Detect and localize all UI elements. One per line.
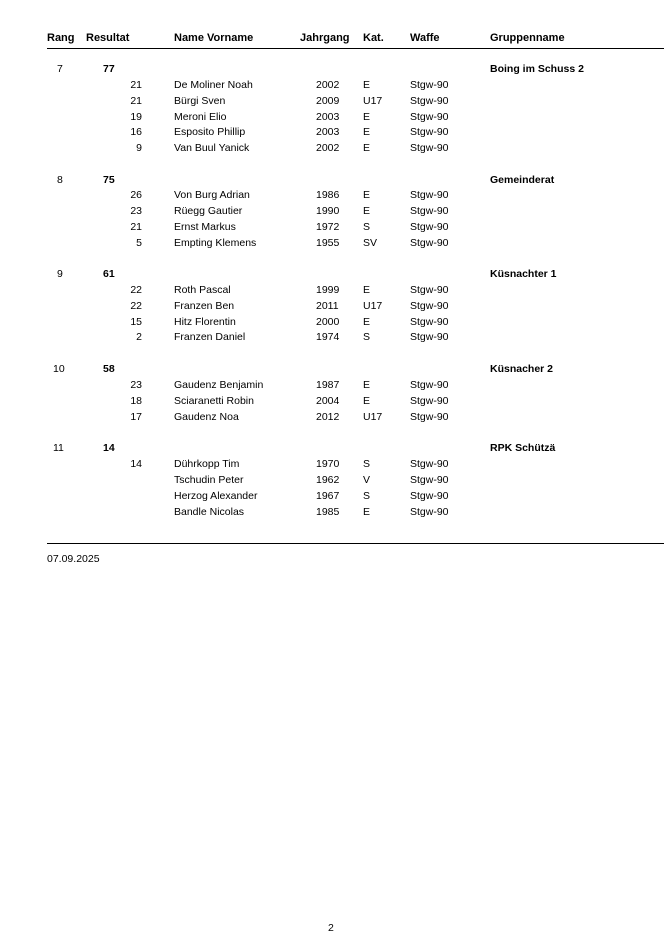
member-score: 22 xyxy=(130,300,142,312)
member-score: 16 xyxy=(130,126,142,138)
member-score: 2 xyxy=(136,331,142,343)
group-resultat: 75 xyxy=(103,174,115,186)
member-score: 14 xyxy=(130,458,142,470)
member-kat: E xyxy=(363,205,371,217)
member-jahrgang: 2003 xyxy=(316,111,340,123)
member-score: 5 xyxy=(136,237,142,249)
group-rang: 8 xyxy=(57,174,63,186)
page-number: 2 xyxy=(328,922,334,934)
member-waffe: Stgw-90 xyxy=(410,506,449,518)
group-name: Küsnacher 2 xyxy=(490,363,554,375)
member-jahrgang: 2004 xyxy=(316,395,340,407)
member-kat: SV xyxy=(363,237,378,249)
member-name: Hitz Florentin xyxy=(174,316,236,328)
member-score: 15 xyxy=(130,316,142,328)
member-score: 19 xyxy=(130,111,142,123)
member-kat: S xyxy=(363,458,371,470)
member-jahrgang: 1990 xyxy=(316,205,340,217)
group-resultat: 61 xyxy=(103,268,115,280)
member-score: 23 xyxy=(130,379,142,391)
member-waffe: Stgw-90 xyxy=(410,142,449,154)
member-waffe: Stgw-90 xyxy=(410,221,449,233)
member-waffe: Stgw-90 xyxy=(410,474,449,486)
member-score: 18 xyxy=(130,395,142,407)
member-jahrgang: 2012 xyxy=(316,411,340,423)
member-jahrgang: 1967 xyxy=(316,490,340,502)
member-jahrgang: 2000 xyxy=(316,316,340,328)
member-name: Esposito Phillip xyxy=(174,126,246,138)
member-jahrgang: 1972 xyxy=(316,221,340,233)
header-rule xyxy=(47,48,664,49)
member-score: 17 xyxy=(130,411,142,423)
member-score: 26 xyxy=(130,189,142,201)
member-jahrgang: 1985 xyxy=(316,506,340,518)
member-kat: E xyxy=(363,395,371,407)
member-waffe: Stgw-90 xyxy=(410,395,449,407)
col-header-gruppe: Gruppenname xyxy=(490,32,565,44)
group-name: Küsnachter 1 xyxy=(490,268,557,280)
member-name: Herzog Alexander xyxy=(174,490,258,502)
member-name: Sciaranetti Robin xyxy=(174,395,254,407)
member-jahrgang: 1986 xyxy=(316,189,340,201)
member-kat: U17 xyxy=(363,411,383,423)
member-name: Dührkopp Tim xyxy=(174,458,240,470)
member-score: 21 xyxy=(130,79,142,91)
member-waffe: Stgw-90 xyxy=(410,379,449,391)
member-waffe: Stgw-90 xyxy=(410,316,449,328)
member-name: Bürgi Sven xyxy=(174,95,226,107)
member-waffe: Stgw-90 xyxy=(410,490,449,502)
member-name: Franzen Daniel xyxy=(174,331,246,343)
member-waffe: Stgw-90 xyxy=(410,300,449,312)
member-waffe: Stgw-90 xyxy=(410,126,449,138)
group-rang: 11 xyxy=(53,442,64,454)
member-waffe: Stgw-90 xyxy=(410,331,449,343)
member-waffe: Stgw-90 xyxy=(410,237,449,249)
member-waffe: Stgw-90 xyxy=(410,284,449,296)
member-kat: E xyxy=(363,142,371,154)
member-kat: E xyxy=(363,79,371,91)
member-kat: E xyxy=(363,316,371,328)
member-waffe: Stgw-90 xyxy=(410,79,449,91)
col-header-resultat: Resultat xyxy=(86,32,130,44)
member-score: 22 xyxy=(130,284,142,296)
col-header-rang: Rang xyxy=(47,32,75,44)
member-waffe: Stgw-90 xyxy=(410,411,449,423)
member-score: 21 xyxy=(130,221,142,233)
member-name: Gaudenz Benjamin xyxy=(174,379,264,391)
group-resultat: 58 xyxy=(103,363,115,375)
member-jahrgang: 2002 xyxy=(316,142,340,154)
member-name: Roth Pascal xyxy=(174,284,231,296)
group-name: RPK Schützä xyxy=(490,442,556,454)
member-jahrgang: 2003 xyxy=(316,126,340,138)
member-kat: S xyxy=(363,331,371,343)
col-header-waffe: Waffe xyxy=(410,32,440,44)
member-name: Van Buul Yanick xyxy=(174,142,250,154)
member-waffe: Stgw-90 xyxy=(410,95,449,107)
col-header-kat: Kat. xyxy=(363,32,384,44)
col-header-name: Name Vorname xyxy=(174,32,254,44)
member-kat: U17 xyxy=(363,95,383,107)
group-resultat: 14 xyxy=(103,442,115,454)
group-rang: 10 xyxy=(53,363,65,375)
member-jahrgang: 1955 xyxy=(316,237,340,249)
member-kat: E xyxy=(363,284,371,296)
member-name: Gaudenz Noa xyxy=(174,411,239,423)
member-jahrgang: 2002 xyxy=(316,79,340,91)
group-name: Gemeinderat xyxy=(490,174,555,186)
member-score: 9 xyxy=(136,142,142,154)
member-name: Franzen Ben xyxy=(174,300,235,312)
member-kat: U17 xyxy=(363,300,383,312)
member-waffe: Stgw-90 xyxy=(410,111,449,123)
member-name: Bandle Nicolas xyxy=(174,506,245,518)
member-score: 21 xyxy=(130,95,142,107)
member-kat: E xyxy=(363,379,371,391)
member-name: Meroni Elio xyxy=(174,111,227,123)
member-jahrgang: 1962 xyxy=(316,474,340,486)
member-jahrgang: 1999 xyxy=(316,284,340,296)
member-jahrgang: 2011 xyxy=(316,300,339,312)
member-jahrgang: 1987 xyxy=(316,379,340,391)
member-score: 23 xyxy=(130,205,142,217)
group-name: Boing im Schuss 2 xyxy=(490,63,584,75)
member-name: Empting Klemens xyxy=(174,237,257,249)
member-jahrgang: 1974 xyxy=(316,331,340,343)
print-date: 07.09.2025 xyxy=(47,553,100,565)
member-kat: E xyxy=(363,189,371,201)
member-waffe: Stgw-90 xyxy=(410,189,449,201)
member-jahrgang: 2009 xyxy=(316,95,340,107)
member-kat: V xyxy=(363,474,371,486)
member-kat: S xyxy=(363,221,371,233)
member-jahrgang: 1970 xyxy=(316,458,340,470)
member-waffe: Stgw-90 xyxy=(410,458,449,470)
col-header-jahrgang: Jahrgang xyxy=(300,32,350,44)
member-waffe: Stgw-90 xyxy=(410,205,449,217)
member-name: De Moliner Noah xyxy=(174,79,253,91)
group-rang: 7 xyxy=(57,63,63,75)
group-rang: 9 xyxy=(57,268,63,280)
member-kat: E xyxy=(363,126,371,138)
group-resultat: 77 xyxy=(103,63,115,75)
member-kat: S xyxy=(363,490,371,502)
member-name: Rüegg Gautier xyxy=(174,205,243,217)
member-kat: E xyxy=(363,111,371,123)
member-name: Ernst Markus xyxy=(174,221,236,233)
member-name: Tschudin Peter xyxy=(174,474,244,486)
footer-rule xyxy=(47,543,664,544)
member-kat: E xyxy=(363,506,371,518)
member-name: Von Burg Adrian xyxy=(174,189,250,201)
